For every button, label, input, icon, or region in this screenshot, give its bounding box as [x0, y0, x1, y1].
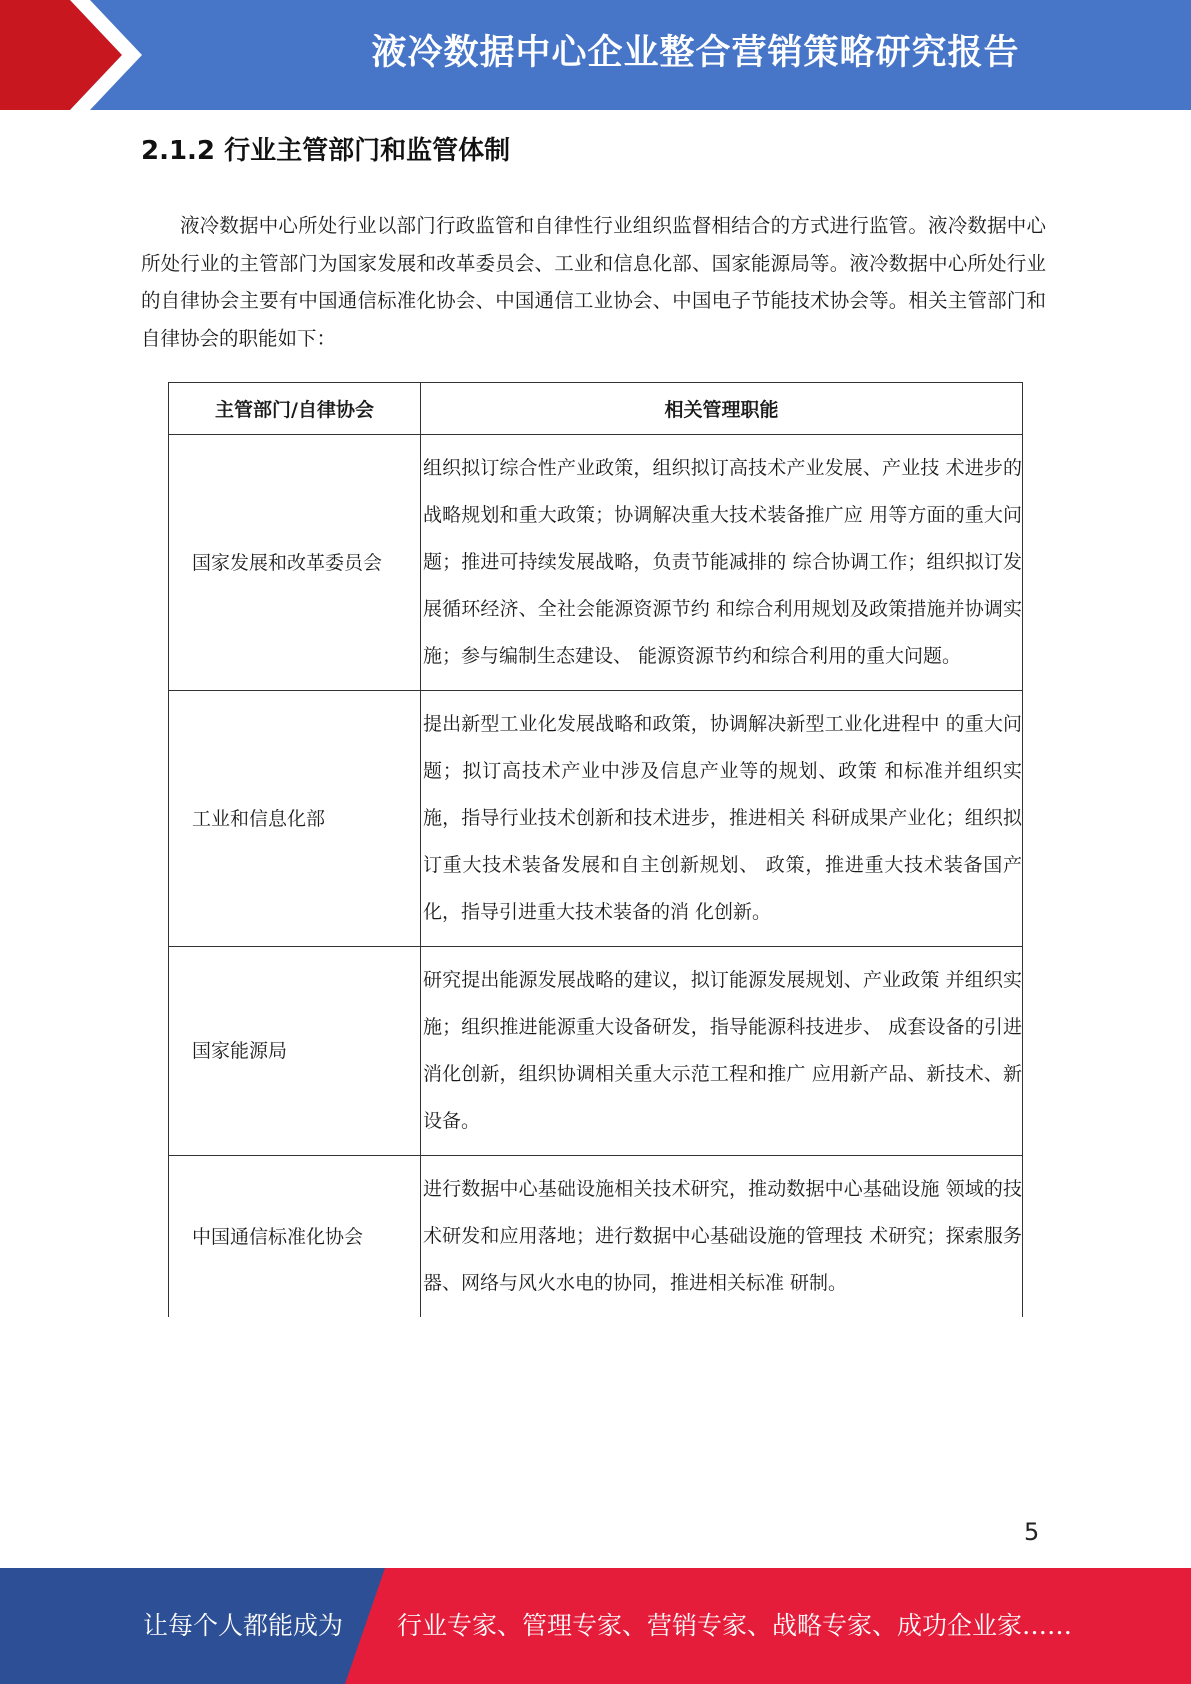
- footer-slogan-left: 让每个人都能成为: [143, 1611, 344, 1640]
- intro-paragraph: 液冷数据中心所处行业以部门行政监管和自律性行业组织监督相结合的方式进行监管。液冷数据中心所处行业的主管部门为国家发展和改革委员会、工业和信息化部、国家能源局等。液冷数据中心所处行业的自律协会主要有中国通信标准化协会、中国通信工业协会、中国电子节能技术协会等。相关主管部门和自律协会的职能如下：: [141, 214, 1046, 350]
- table-row: [169, 691, 1023, 947]
- column-header-org: 主管部门/自律协会: [169, 383, 421, 435]
- header-arrow-decoration: [0, 0, 160, 110]
- org-cell: 中国通信标准化协会: [169, 1156, 421, 1318]
- table-row: [169, 947, 1023, 1156]
- section-heading: 2.1.2 行业主管部门和监管体制: [141, 136, 511, 166]
- duty-cell: 组织拟订综合性产业政策，组织拟订高技术产业发展、产业技 术进步的战略规划和重大政策；协调解决重大技术装备推广应 用等方面的重大问题；推进可持续发展战略，负责节能减排的 综合协调工作；组织拟订发展循环经济、全社会能源资源节约 和综合利用规划及政策措施并协调实施；参与编制生态建设、 能源资源节约和综合利用的重大问题。: [421, 435, 1023, 691]
- duty-cell: 进行数据中心基础设施相关技术研究，推动数据中心基础设施 领域的技术研发和应用落地；进行数据中心基础设施的管理技 术研究；探索服务器、网络与风火水电的协同，推进相关标准 研制。: [421, 1156, 1023, 1318]
- table-header-row: [169, 383, 1023, 435]
- page-number: 5: [1024, 1518, 1040, 1546]
- org-cell: 工业和信息化部: [169, 691, 421, 947]
- duty-cell: 提出新型工业化发展战略和政策，协调解决新型工业化进程中 的重大问题；拟订高技术产业中涉及信息产业等的规划、政策 和标准并组织实施，指导行业技术创新和技术进步，推进相关 科研成果产业化；组织拟订重大技术装备发展和自主创新规划、 政策，推进重大技术装备国产化，指导引进重大技术装备的消 化创新。: [421, 691, 1023, 947]
- org-cell: 国家发展和改革委员会: [169, 435, 421, 691]
- table-row: [169, 1156, 1023, 1318]
- org-cell: 国家能源局: [169, 947, 421, 1156]
- report-title: 液冷数据中心企业整合营销策略研究报告: [371, 33, 1020, 73]
- duty-cell: 研究提出能源发展战略的建议，拟订能源发展规划、产业政策 并组织实施；组织推进能源重大设备研发，指导能源科技进步、 成套设备的引进消化创新，组织协调相关重大示范工程和推广 应用新产品、新技术、新设备。: [421, 947, 1023, 1156]
- regulator-duties-table: [168, 382, 1023, 1317]
- footer-slogan-right: 行业专家、管理专家、营销专家、战略专家、成功企业家……: [397, 1611, 1073, 1640]
- column-header-duty: 相关管理职能: [421, 383, 1023, 435]
- table-row: [169, 435, 1023, 691]
